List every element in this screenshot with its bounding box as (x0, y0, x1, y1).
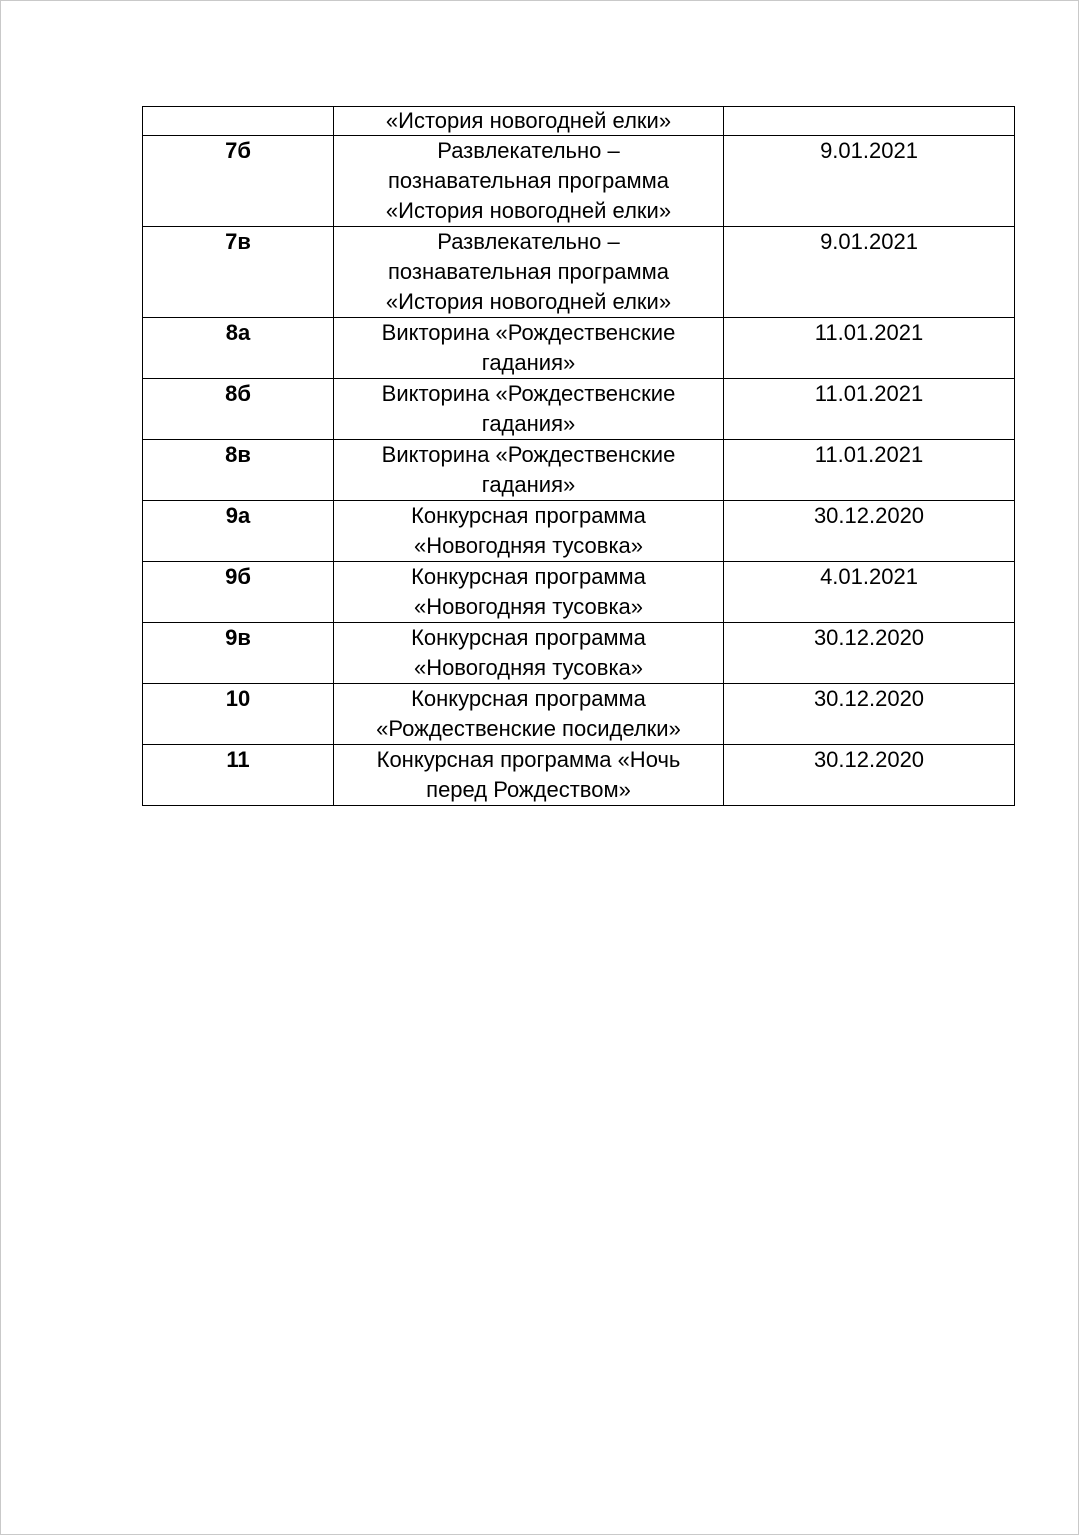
date-cell: 30.12.2020 (724, 501, 1015, 562)
table-row (143, 227, 1015, 318)
date-cell: 11.01.2021 (724, 318, 1015, 379)
table-row (143, 318, 1015, 379)
event-line: «История новогодней елки» (385, 198, 672, 223)
event-line: гадания» (481, 350, 576, 375)
event-line: «Новогодняя тусовка» (413, 533, 644, 558)
schedule-table (142, 106, 1015, 806)
event-cell (334, 318, 724, 379)
class-cell: 8в (143, 440, 334, 501)
table-row (143, 440, 1015, 501)
date-cell: 9.01.2021 (724, 227, 1015, 318)
event-line: Викторина «Рождественские (381, 442, 676, 467)
class-cell: 8б (143, 379, 334, 440)
event-cell (334, 440, 724, 501)
event-cell (334, 107, 724, 136)
class-cell: 11 (143, 745, 334, 806)
date-cell: 4.01.2021 (724, 562, 1015, 623)
event-cell (334, 227, 724, 318)
event-cell (334, 684, 724, 745)
event-line: Развлекательно – (437, 138, 620, 163)
date-cell: 9.01.2021 (724, 136, 1015, 227)
event-line: Викторина «Рождественские (381, 381, 676, 406)
event-line: «История новогодней елки» (385, 289, 672, 314)
date-cell: 30.12.2020 (724, 745, 1015, 806)
table-row-continued (143, 107, 1015, 136)
table-row (143, 136, 1015, 227)
schedule-table-body (143, 107, 1015, 806)
event-line: Конкурсная программа (411, 625, 646, 650)
date-cell: 30.12.2020 (724, 623, 1015, 684)
table-row (143, 623, 1015, 684)
event-line: «История новогодней елки» (385, 108, 672, 133)
event-line: «Новогодняя тусовка» (413, 655, 644, 680)
class-cell: 8а (143, 318, 334, 379)
event-cell (334, 562, 724, 623)
class-cell: 9в (143, 623, 334, 684)
event-line: познавательная программа (388, 168, 669, 193)
event-cell (334, 379, 724, 440)
class-cell: 10 (143, 684, 334, 745)
table-row (143, 562, 1015, 623)
event-line: Викторина «Рождественские (381, 320, 676, 345)
event-line: гадания» (481, 472, 576, 497)
event-cell (334, 745, 724, 806)
table-row (143, 379, 1015, 440)
event-line: гадания» (481, 411, 576, 436)
event-line: познавательная программа (388, 259, 669, 284)
table-row (143, 501, 1015, 562)
event-cell (334, 623, 724, 684)
event-line: Конкурсная программа (411, 686, 646, 711)
table-row (143, 684, 1015, 745)
class-cell: 7в (143, 227, 334, 318)
class-cell: 9а (143, 501, 334, 562)
event-cell (334, 136, 724, 227)
date-cell: 11.01.2021 (724, 379, 1015, 440)
event-line: Конкурсная программа (411, 564, 646, 589)
event-line: «Рождественские посиделки» (376, 716, 681, 741)
event-cell (334, 501, 724, 562)
class-cell: 9б (143, 562, 334, 623)
date-cell: 11.01.2021 (724, 440, 1015, 501)
table-row (143, 745, 1015, 806)
class-cell: 7б (143, 136, 334, 227)
event-line: перед Рождеством» (426, 777, 631, 802)
event-line: Конкурсная программа (411, 503, 646, 528)
class-cell (143, 107, 334, 136)
event-line: Конкурсная программа «Ночь (376, 747, 681, 772)
date-cell: 30.12.2020 (724, 684, 1015, 745)
event-line: Развлекательно – (437, 229, 620, 254)
date-cell (724, 107, 1015, 136)
event-line: «Новогодняя тусовка» (413, 594, 644, 619)
